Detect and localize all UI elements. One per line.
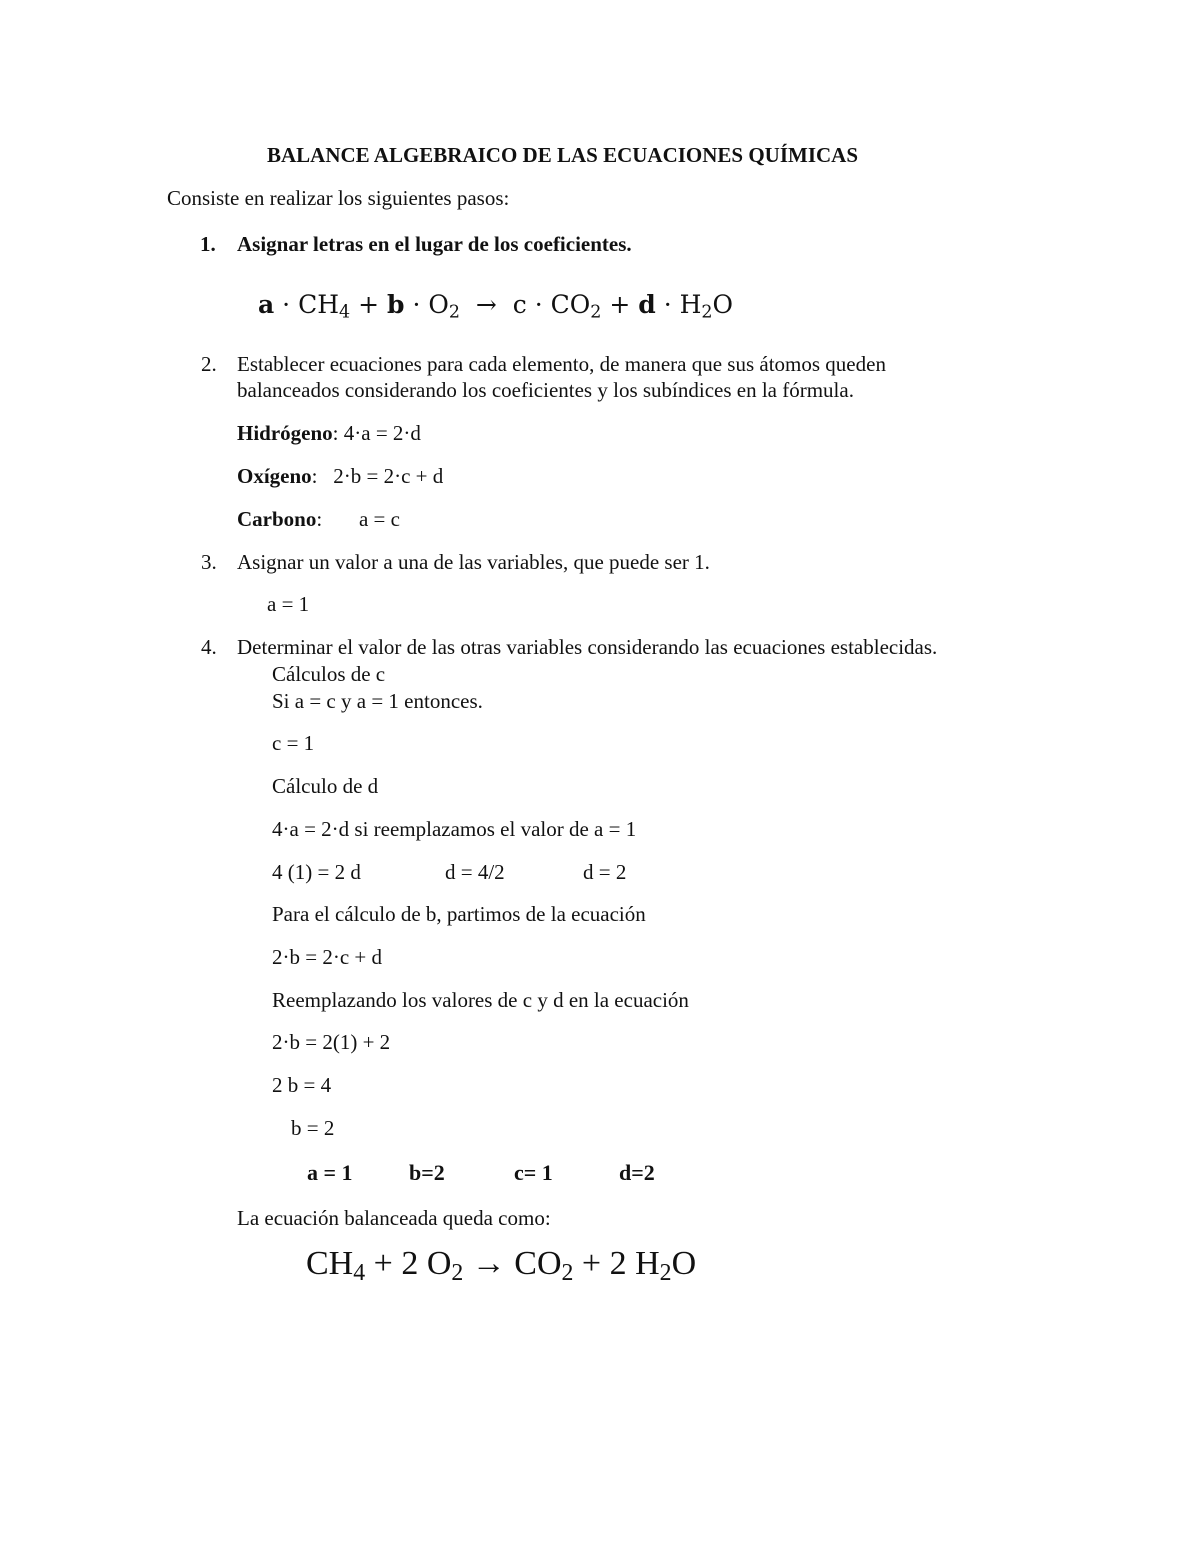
step-2-line-2: balanceados considerando los coeficientes y los subíndices en la fórmula.: [237, 378, 854, 402]
summary-a: a = 1: [307, 1160, 353, 1185]
conclusion-text: La ecuación balanceada queda como:: [237, 1206, 551, 1230]
summary-b: b=2: [409, 1160, 445, 1185]
calc-c-line: Si a = c y a = 1 entonces.: [272, 689, 483, 713]
d-step-3: d = 2: [583, 860, 627, 884]
hidrogeno-equation: Hidrógeno: 4·a = 2·d: [237, 421, 421, 445]
b-step-2: 2 b = 4: [272, 1073, 332, 1097]
d-step-2: d = 4/2: [445, 860, 505, 884]
b-step-1: 2·b = 2(1) + 2: [272, 1030, 391, 1054]
page-title: BALANCE ALGEBRAICO DE LAS ECUACIONES QUÍMICAS: [267, 143, 859, 167]
step-4-text: Determinar el valor de las otras variables considerando las ecuaciones establecidas.: [237, 635, 938, 659]
calc-d-title: Cálculo de d: [272, 774, 379, 798]
calc-c-title: Cálculos de c: [272, 662, 386, 686]
calc-d-line: 4·a = 2·d si reemplazamos el valor de a = 1: [272, 817, 637, 841]
b-step-3: b = 2: [291, 1116, 335, 1140]
step-4-number: 4.: [201, 635, 217, 659]
d-step-1: 4 (1) = 2 d: [272, 860, 361, 884]
step-1-number: 1.: [200, 232, 216, 256]
step-2-number: 2.: [201, 352, 217, 376]
calc-b-title: Para el cálculo de b, partimos de la ecuación: [272, 902, 646, 926]
step-2-line-1: Establecer ecuaciones para cada elemento, de manera que sus átomos queden: [237, 352, 886, 376]
intro-text: Consiste en realizar los siguientes pasos:: [167, 186, 510, 210]
summary-d: d=2: [619, 1160, 655, 1185]
carbono-equation: Carbono: a = c: [237, 507, 400, 531]
oxigeno-equation: Oxígeno: 2·b = 2·c + d: [237, 464, 444, 488]
c-result: c = 1: [272, 731, 315, 755]
step-1-equation: $a \cdot CH_4 + b \cdot O_2 \to c \cdot CO_2 + d \cdot H_2O$: [258, 290, 734, 323]
step-3-number: 3.: [201, 550, 217, 574]
b-equation: 2·b = 2·c + d: [272, 945, 382, 969]
b-replace-text: Reemplazando los valores de c y d en la ecuación: [272, 988, 689, 1012]
step-3-value: a = 1: [267, 592, 310, 616]
step-1-text: Asignar letras en el lugar de los coeficientes.: [237, 232, 632, 256]
step-3-text: Asignar un valor a una de las variables, que puede ser 1.: [237, 550, 710, 574]
summary-c: c= 1: [514, 1160, 553, 1185]
final-equation: $CH_4 + 2$ $O_2 \to CO_2 + 2$ $H_2O$: [306, 1245, 697, 1286]
